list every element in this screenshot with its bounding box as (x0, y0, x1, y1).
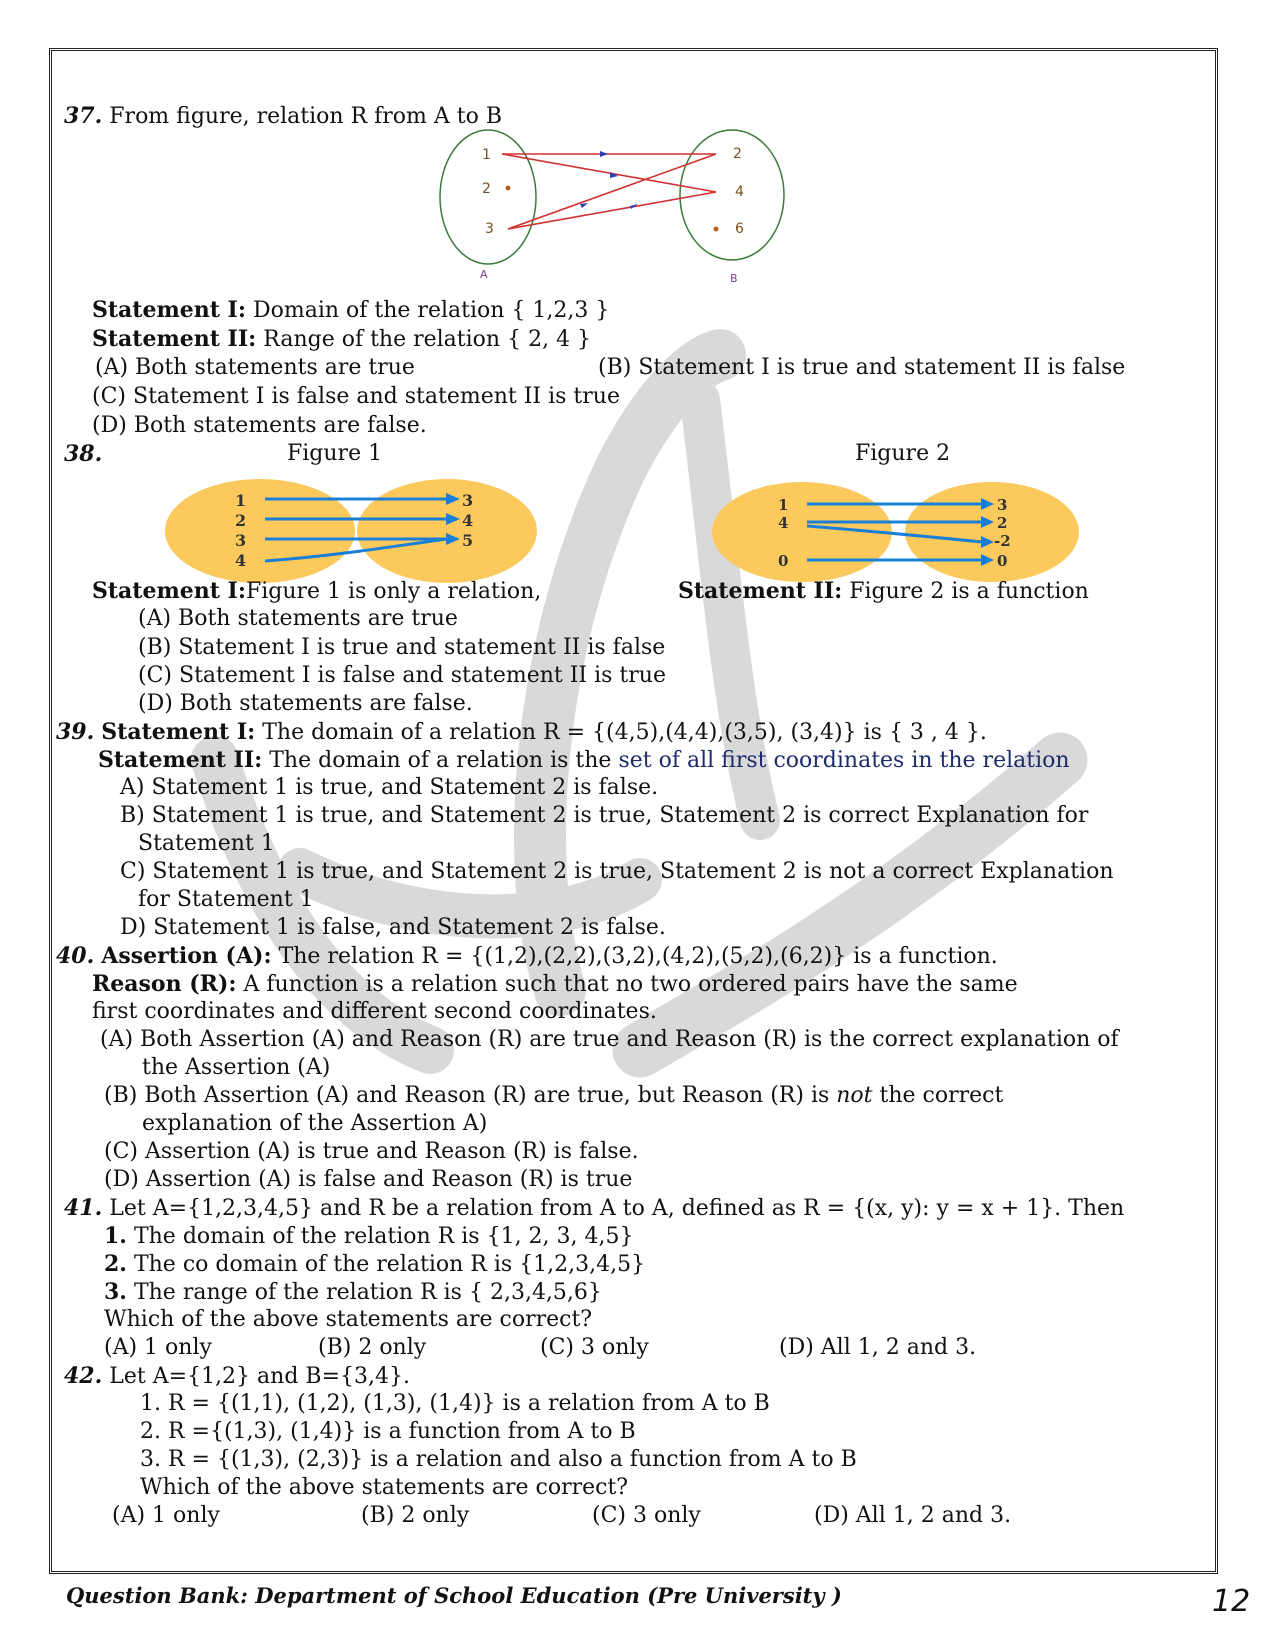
q39-option-b-cont: Statement 1 (138, 831, 275, 856)
q42-option-c: (C) 3 only (592, 1503, 701, 1528)
q38-statement-1: Statement I:Figure 1 is only a relation, (92, 578, 542, 604)
q37-right-2: 4 (735, 184, 744, 200)
q41-option-a: (A) 1 only (104, 1335, 212, 1360)
q37-right-3: 6 (735, 221, 744, 237)
q38-option-a: (A) Both statements are true (138, 606, 458, 631)
q39-option-c-cont: for Statement 1 (138, 887, 314, 912)
q40-option-b: (B) Both Assertion (A) and Reason (R) are true, but Reason (R) is not the correct (104, 1083, 1004, 1108)
q38-fig2-left-2: 4 (778, 514, 789, 532)
q37-left-1: 1 (482, 147, 491, 163)
q37-statement-2: Statement II: Range of the relation { 2, 4 } (92, 326, 592, 352)
q37-left-3: 3 (485, 221, 494, 237)
q41-option-b: (B) 2 only (318, 1335, 427, 1360)
q42-question: 42. Let A={1,2} and B={3,4}. (64, 1363, 410, 1389)
q39-statement-1: 39. Statement I: The domain of a relation R = {(4,5),(4,4),(3,5), (3,4)} is { 3 , 4 }. (56, 719, 987, 745)
q38-fig2-right-1: 3 (997, 496, 1008, 514)
q37-relation-figure (430, 125, 810, 290)
q38-figure-2 (712, 480, 1082, 586)
q39-option-c: C) Statement 1 is true, and Statement 2 is true, Statement 2 is not a correct Explanation (120, 859, 1114, 884)
q41-question: 41. Let A={1,2,3,4,5} and R be a relation from A to A, defined as R = {(x, y): y = x + 1}. Then (64, 1195, 1125, 1221)
q38-fig1-left-1: 1 (235, 491, 247, 510)
footer-text: Question Bank: Department of School Education (Pre University ) (66, 1583, 842, 1608)
q40-option-a: (A) Both Assertion (A) and Reason (R) are true and Reason (R) is the correct explanation of (100, 1027, 1119, 1052)
q40-assertion: 40. Assertion (A): The relation R = {(1,2),(2,2),(3,2),(4,2),(5,2),(6,2)} is a function. (56, 943, 998, 969)
q37-option-b: (B) Statement I is true and statement II is false (598, 355, 1126, 380)
q42-option-b: (B) 2 only (361, 1503, 470, 1528)
q37-option-d: (D) Both statements are false. (92, 413, 427, 438)
q38-fig1-right-2: 4 (462, 511, 474, 530)
q40-option-c: (C) Assertion (A) is true and Reason (R) is false. (104, 1139, 639, 1164)
q38-figure-1 (165, 476, 540, 586)
q38-fig2-right-3: -2 (994, 532, 1011, 550)
q37-set-b: B (730, 272, 738, 285)
q42-option-d: (D) All 1, 2 and 3. (814, 1503, 1012, 1528)
q41-option-d: (D) All 1, 2 and 3. (779, 1335, 977, 1360)
q41-item-3: 3. The range of the relation R is { 2,3,4,5,6} (104, 1279, 602, 1305)
q42-item-2: 2. R ={(1,3), (1,4)} is a function from A to B (140, 1419, 636, 1444)
q40-option-d: (D) Assertion (A) is false and Reason (R) is true (104, 1167, 633, 1192)
q42-prompt: Which of the above statements are correct? (140, 1475, 629, 1500)
q38-fig2-right-2: 2 (997, 514, 1008, 532)
q41-prompt: Which of the above statements are correct? (104, 1307, 593, 1332)
q39-statement-2: Statement II: The domain of a relation is the set of all first coordinates in the relation (98, 747, 1070, 773)
q41-option-c: (C) 3 only (540, 1335, 649, 1360)
q38-fig2-right-4: 0 (997, 552, 1008, 570)
q38-option-d: (D) Both statements are false. (138, 691, 473, 716)
q39-option-d: D) Statement 1 is false, and Statement 2 is false. (120, 915, 666, 940)
q40-reason: Reason (R): A function is a relation such that no two ordered pairs have the same (92, 971, 1018, 997)
q37-left-2: 2 (482, 181, 491, 197)
q40-reason-cont: first coordinates and different second coordinates. (92, 999, 657, 1024)
q38-fig1-left-4: 4 (235, 551, 247, 570)
q38-fig1-right-1: 3 (462, 491, 474, 510)
q37-line: 37. From figure, relation R from A to B (64, 103, 503, 129)
q38-fig1-right-3: 5 (462, 531, 474, 550)
q37-statement-1: Statement I: Domain of the relation { 1,2,3 } (92, 297, 610, 323)
q37-right-1: 2 (733, 146, 742, 162)
q38-fig2-left-1: 1 (778, 496, 789, 514)
q39-option-a: A) Statement 1 is true, and Statement 2 is false. (120, 775, 659, 800)
page-number: 12 (1212, 1584, 1251, 1619)
q41-item-1: 1. The domain of the relation R is {1, 2, 3, 4,5} (104, 1223, 634, 1249)
q37-option-a: (A) Both statements are true (95, 355, 415, 380)
q38-number: 38. (64, 441, 103, 467)
q38-fig1-left-2: 2 (235, 511, 247, 530)
q38-option-b: (B) Statement I is true and statement II is false (138, 635, 666, 660)
q40-option-a-cont: the Assertion (A) (142, 1055, 331, 1080)
q38-figure1-title: Figure 1 (287, 441, 383, 466)
q42-item-3: 3. R = {(1,3), (2,3)} is a relation and also a function from A to B (140, 1447, 857, 1472)
q38-option-c: (C) Statement I is false and statement II is true (138, 663, 666, 688)
q37-option-c: (C) Statement I is false and statement II is true (92, 384, 620, 409)
q37-set-a: A (480, 268, 488, 281)
q42-option-a: (A) 1 only (112, 1503, 220, 1528)
q41-item-2: 2. The co domain of the relation R is {1,2,3,4,5} (104, 1251, 646, 1277)
q38-fig2-left-3: 0 (778, 552, 789, 570)
q40-option-b-cont: explanation of the Assertion A) (142, 1111, 488, 1136)
q39-option-b: B) Statement 1 is true, and Statement 2 is true, Statement 2 is correct Explanation for (120, 803, 1089, 828)
q42-item-1: 1. R = {(1,1), (1,2), (1,3), (1,4)} is a relation from A to B (140, 1391, 770, 1416)
q38-statement-2: Statement II: Figure 2 is a function (678, 578, 1089, 604)
q38-figure2-title: Figure 2 (855, 441, 951, 466)
q38-fig1-left-3: 3 (235, 531, 247, 550)
